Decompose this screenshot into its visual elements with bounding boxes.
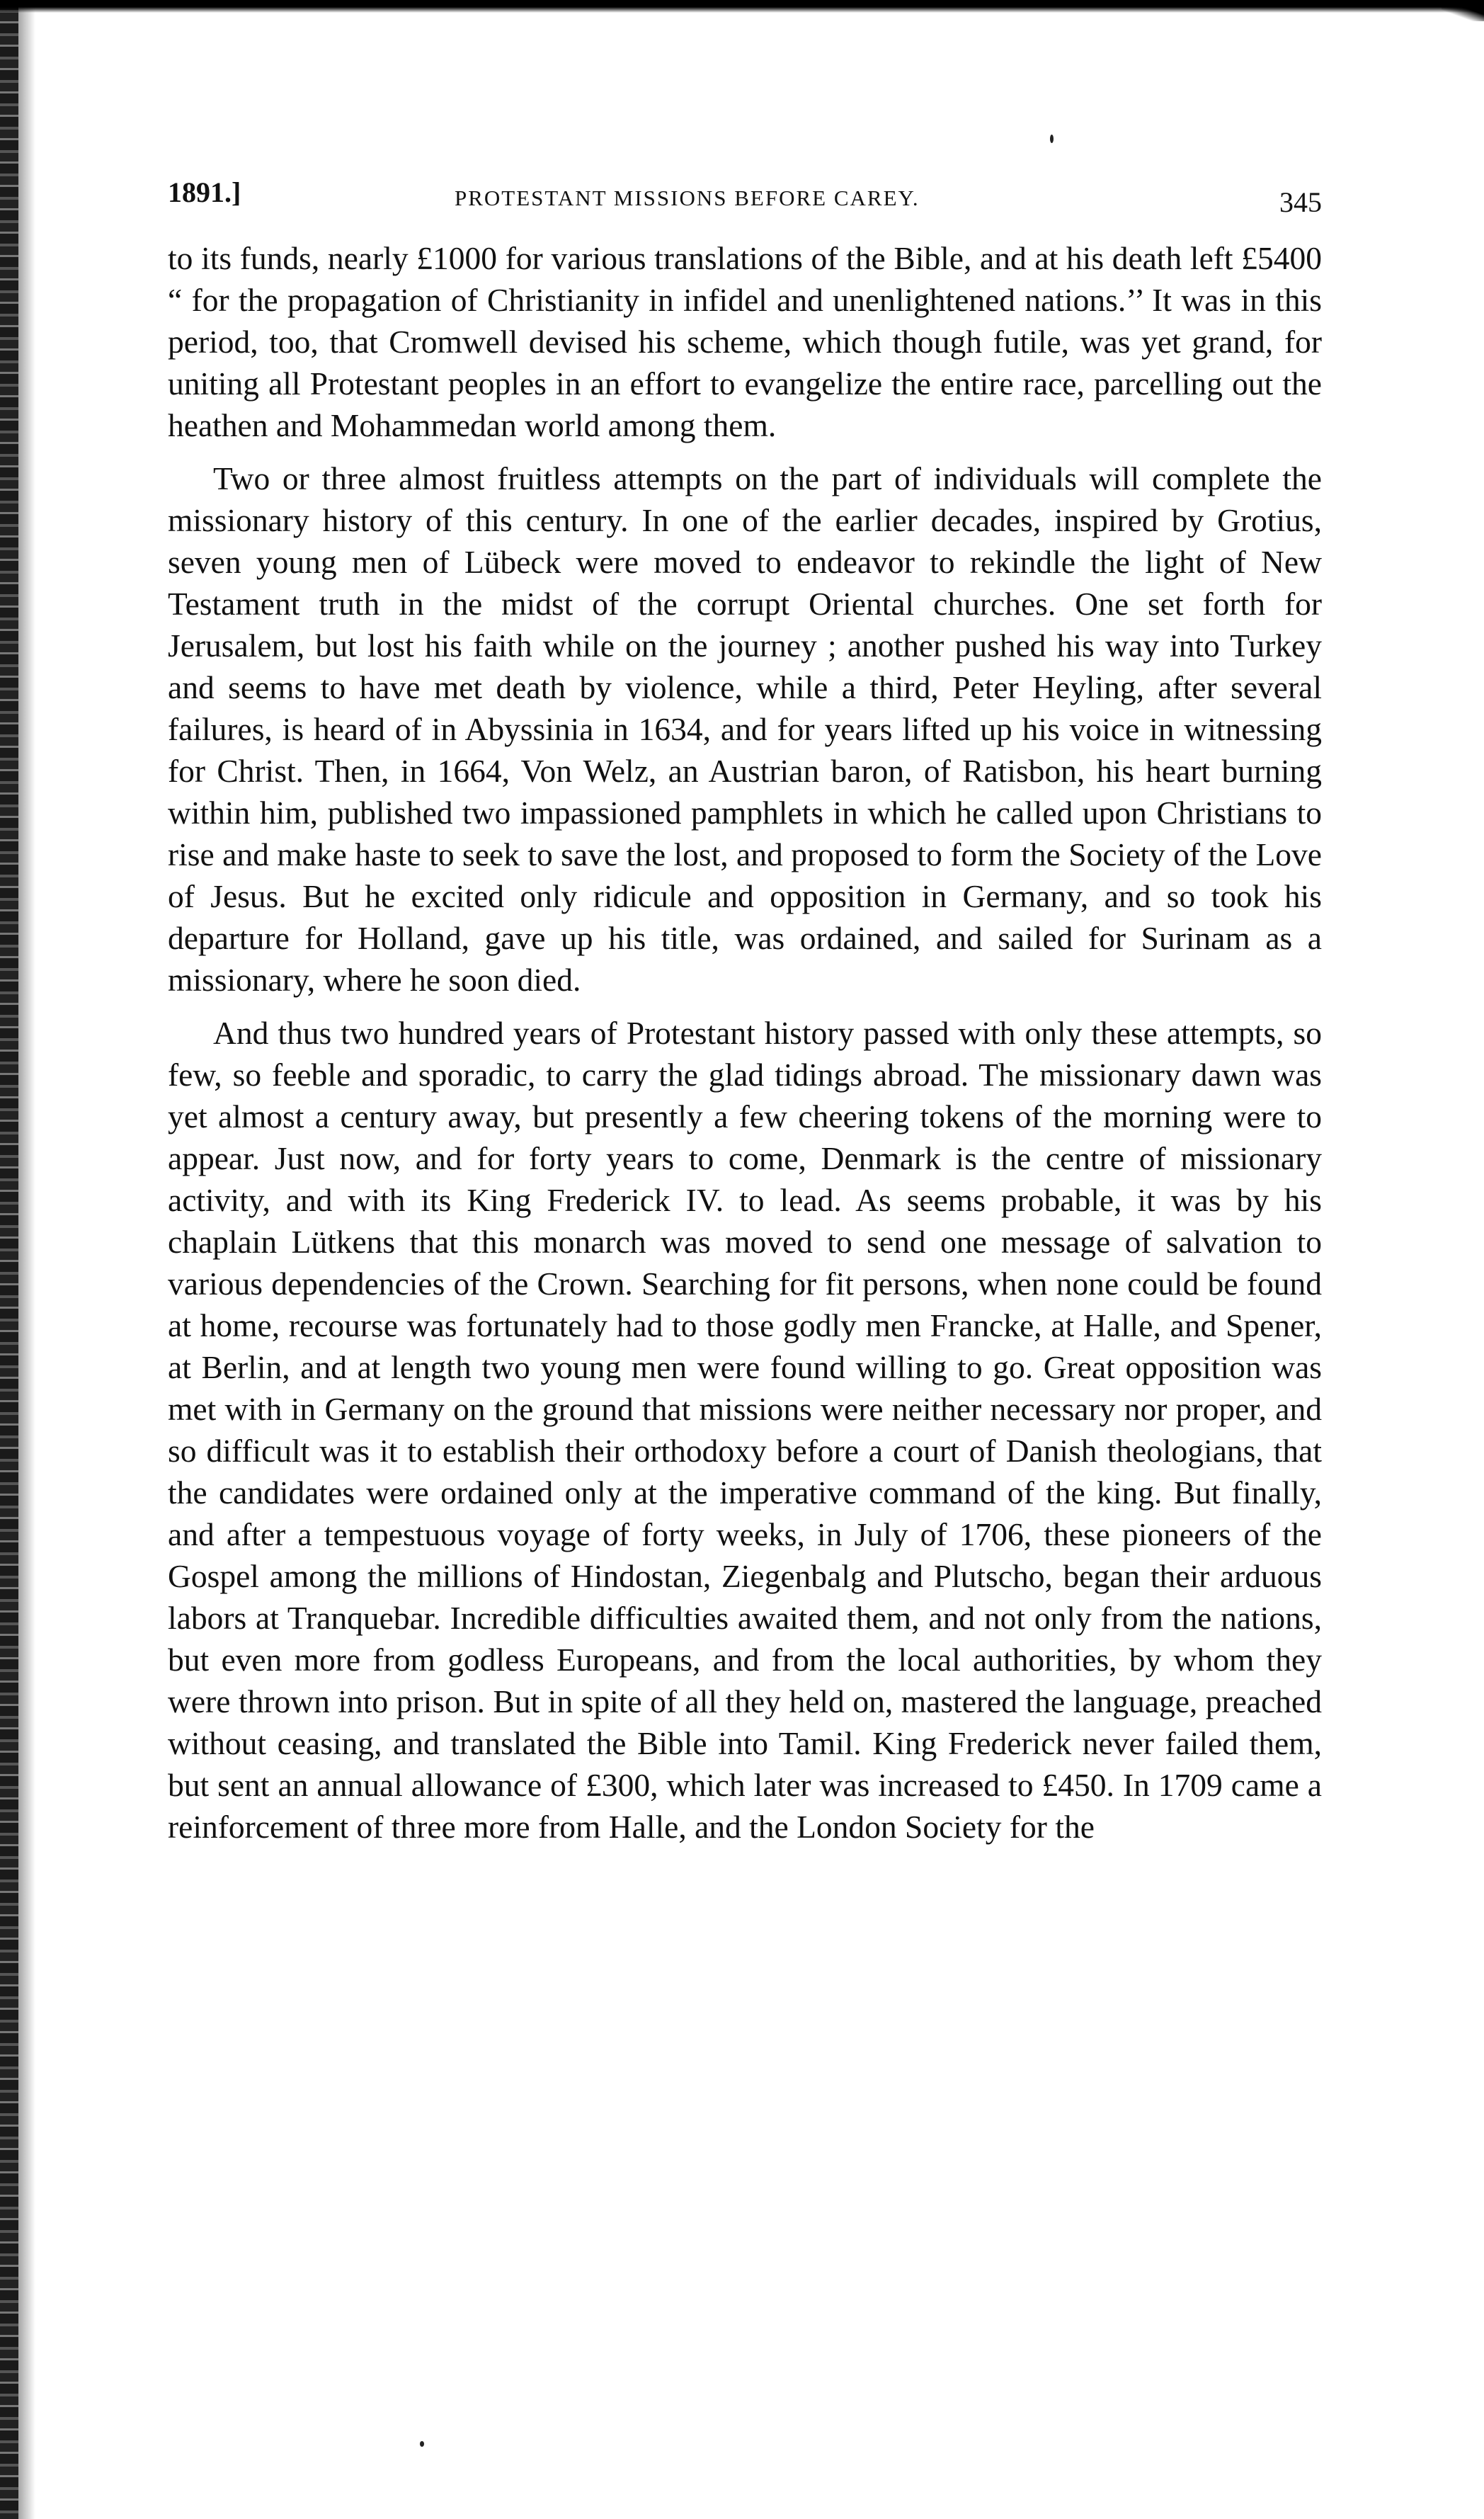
ink-speck (1050, 135, 1054, 143)
ink-speck (420, 2441, 424, 2447)
body-text (168, 237, 1322, 1859)
page-gutter-shadow (18, 0, 35, 2519)
paragraph-1: to its funds, nearly £1000 for various translations of the Bible, and at his death left £5400 “ for the propagation of Christianity in infidel and unenlightened nations.’’ It was in this period, too, that Cromwell devised his scheme, which though futile, was yet grand, for uniting all Protestant peoples in an effort to evangelize the entire race, parcelling out the heathen and Mohammedan world among them. (168, 240, 1322, 443)
page-binding-edge (0, 0, 18, 2519)
running-head (168, 176, 1322, 218)
scan-corner-shadow (1442, 0, 1484, 21)
page-number: 345 (1279, 186, 1322, 218)
running-head-year: 1891.] (168, 176, 241, 208)
running-head-title: PROTESTANT MISSIONS BEFORE CAREY. (455, 186, 920, 210)
paragraph-3: And thus two hundred years of Protestant history passed with only these attempts, so few, so feeble and sporadic, to carry the glad tidings abroad. The missionary dawn was yet almost a century away, but presently a few cheering tokens of the morning were to appear. Just now, and for forty years to come, Denmark is the centre of missionary activity, and with its King Frederick IV. to lead. As seems probable, it was by his chaplain Lütkens that this monarch was moved to send one message of salvation to various dependencies of the Crown. Searching for fit persons, when none could be found at home, recourse was fortunately had to those godly men Francke, at Halle, and Spener, at Berlin, and at length two young men were found willing to go. Great opposition was met with in Germany on the ground that missions were neither necessary nor proper, and so difficult was it to establish their orthodoxy before a court of Danish theologians, that the candidates were ordained only at the imperative command of the king. But finally, and after a tempestuous voyage of forty weeks, in July of 1706, these pioneers of the Gospel among the millions of Hindostan, Ziegenbalg and Plutscho, began their arduous labors at Tranquebar. Incredible difficulties awaited them, and not only from the nations, but even more from godless Europeans, and from the local authorities, by whom they were thrown into prison. But in spite of all they held on, mastered the language, preached without ceasing, and translated the Bible into Tamil. King Frederick never failed them, but sent an annual allowance of £300, which later was increased to £450. In 1709 came a reinforcement of three more from Halle, and the London Society for the (168, 1015, 1322, 1845)
paragraph-2: Two or three almost fruitless attempts on the part of individuals will complete the missionary history of this century. In one of the earlier decades, inspired by Grotius, seven young men of Lübeck were moved to endeavor to rekindle the light of New Testament truth in the midst of the corrupt Oriental churches. One set forth for Jerusalem, but lost his faith while on the journey ; another pushed his way into Turkey and seems to have met death by violence, while a third, Peter Heyling, after several failures, is heard of in Abyssinia in 1634, and for years lifted up his voice in witnessing for Christ. Then, in 1664, Von Welz, an Austrian baron, of Ratisbon, his heart burning within him, published two impassioned pamphlets in which he called upon Christians to rise and make haste to seek to save the lost, and proposed to form the Society of the Love of Jesus. But he excited only ridicule and opposition in Germany, and so took his departure for Holland, gave up his title, was ordained, and sailed for Surinam as a missionary, where he soon died. (168, 460, 1322, 998)
scan-top-border (0, 0, 1484, 13)
